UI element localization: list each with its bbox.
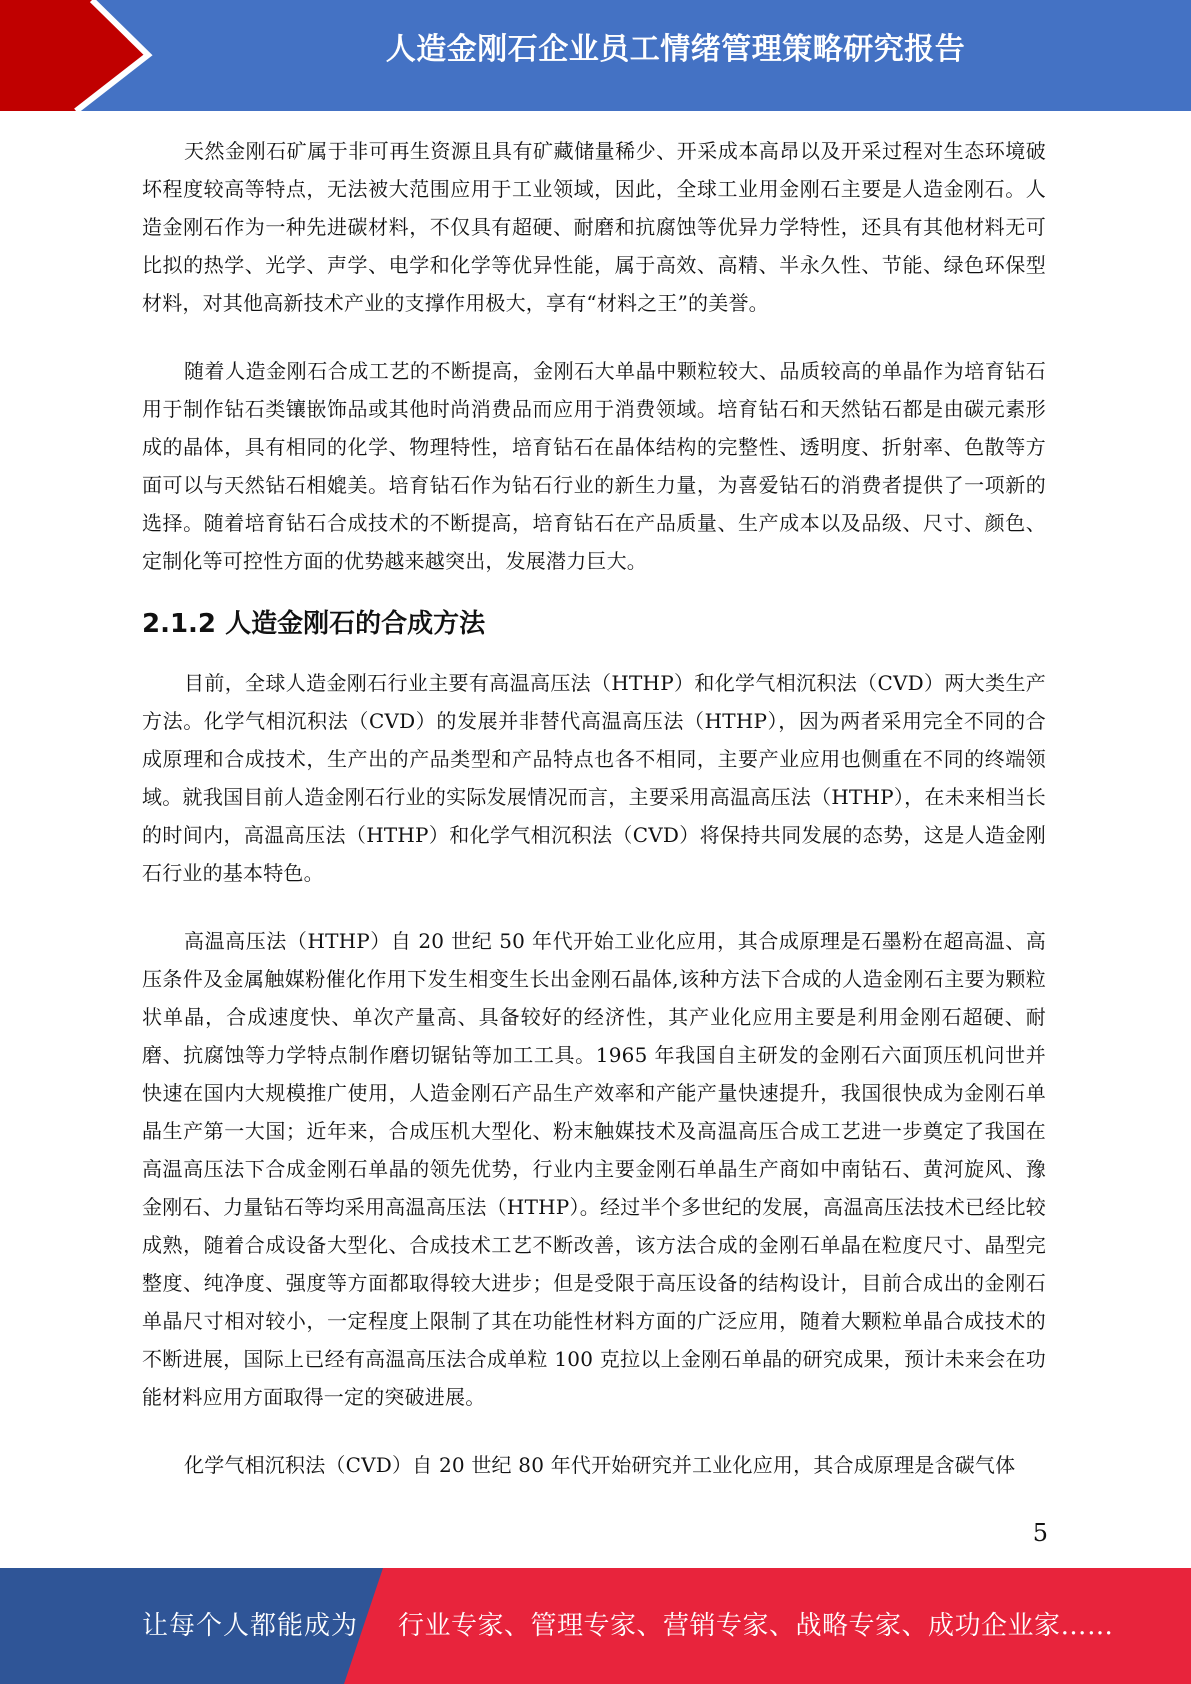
paragraph: 天然金刚石矿属于非可再生资源且具有矿藏储量稀少、开采成本高昂以及开采过程对生态环境破坏程度较高等特点，无法被大范围应用于工业领域，因此，全球工业用金刚石主要是人造金刚石。人造金刚石作为一种先进碳材料，不仅具有超硬、耐磨和抗腐蚀等优异力学特性，还具有其他材料无可比拟的热学、光学、声学、电学和化学等优异性能，属于高效、高精、半永久性、节能、绿色环保型材料，对其他高新技术产业的支撑作用极大，享有“材料之王”的美誉。 [142,139,1046,315]
paragraph: 高温高压法（HTHP）自 20 世纪 50 年代开始工业化应用，其合成原理是石墨粉在超高温、高压条件及金属触媒粉催化作用下发生相变生长出金刚石晶体,该种方法下合成的人造金刚石主要为颗粒状单晶，合成速度快、单次产量高、具备较好的经济性，其产业化应用主要是利用金刚石超硬、耐磨、抗腐蚀等力学特点制作磨切锯钻等加工工具。1965 年我国自主研发的金刚石六面顶压机问世并快速在国内大规模推广使用，人造金刚石产品生产效率和产能产量快速提升，我国很快成为金刚石单晶生产第一大国；近年来，合成压机大型化、粉末触媒技术及高温高压合成工艺进一步奠定了我国在高温高压法下合成金刚石单晶的领先优势，行业内主要金刚石单晶生产商如中南钻石、黄河旋风、豫金刚石、力量钻石等均采用高温高压法（HTHP）。经过半个多世纪的发展，高温高压法技术已经比较成熟，随着合成设备大型化、合成技术工艺不断改善，该方法合成的金刚石单晶在粒度尺寸、晶型完整度、纯净度、强度等方面都取得较大进步；但是受限于高压设备的结构设计，目前合成出的金刚石单晶尺寸相对较小，一定程度上限制了其在功能性材料方面的广泛应用，随着大颗粒单晶合成技术的不断进展，国际上已经有高温高压法合成单粒 100 克拉以上金刚石单晶的研究成果，预计未来会在功能材料应用方面取得一定的突破进展。 [142,929,1046,1409]
document-body [142,132,1046,1484]
page-number: 5 [1032,1519,1048,1547]
header-chevron-decoration [0,0,200,111]
section-heading: 2.1.2 人造金刚石的合成方法 [142,609,486,639]
page-header [0,0,1191,111]
footer-slogan-left: 让每个人都能成为 [142,1611,359,1641]
footer-slogan-right: 行业专家、管理专家、营销专家、战略专家、成功企业家…… [398,1611,1114,1641]
document-title: 人造金刚石企业员工情绪管理策略研究报告 [385,32,966,67]
paragraph: 随着人造金刚石合成工艺的不断提高，金刚石大单晶中颗粒较大、品质较高的单晶作为培育钻石用于制作钻石类镶嵌饰品或其他时尚消费品而应用于消费领域。培育钻石和天然钻石都是由碳元素形成的晶体，具有相同的化学、物理特性，培育钻石在晶体结构的完整性、透明度、折射率、色散等方面可以与天然钻石相媲美。培育钻石作为钻石行业的新生力量，为喜爱钻石的消费者提供了一项新的选择。随着培育钻石合成技术的不断提高，培育钻石在产品质量、生产成本以及品级、尺寸、颜色、定制化等可控性方面的优势越来越突出，发展潜力巨大。 [142,359,1046,573]
paragraph: 目前，全球人造金刚石行业主要有高温高压法（HTHP）和化学气相沉积法（CVD）两大类生产方法。化学气相沉积法（CVD）的发展并非替代高温高压法（HTHP），因为两者采用完全不同的合成原理和合成技术，生产出的产品类型和产品特点也各不相同，主要产业应用也侧重在不同的终端领域。就我国目前人造金刚石行业的实际发展情况而言，主要采用高温高压法（HTHP），在未来相当长的时间内，高温高压法（HTHP）和化学气相沉积法（CVD）将保持共同发展的态势，这是人造金刚石行业的基本特色。 [142,671,1046,885]
page-footer [0,1568,1191,1684]
paragraph: 化学气相沉积法（CVD）自 20 世纪 80 年代开始研究并工业化应用，其合成原理是含碳气体 [184,1453,1016,1477]
